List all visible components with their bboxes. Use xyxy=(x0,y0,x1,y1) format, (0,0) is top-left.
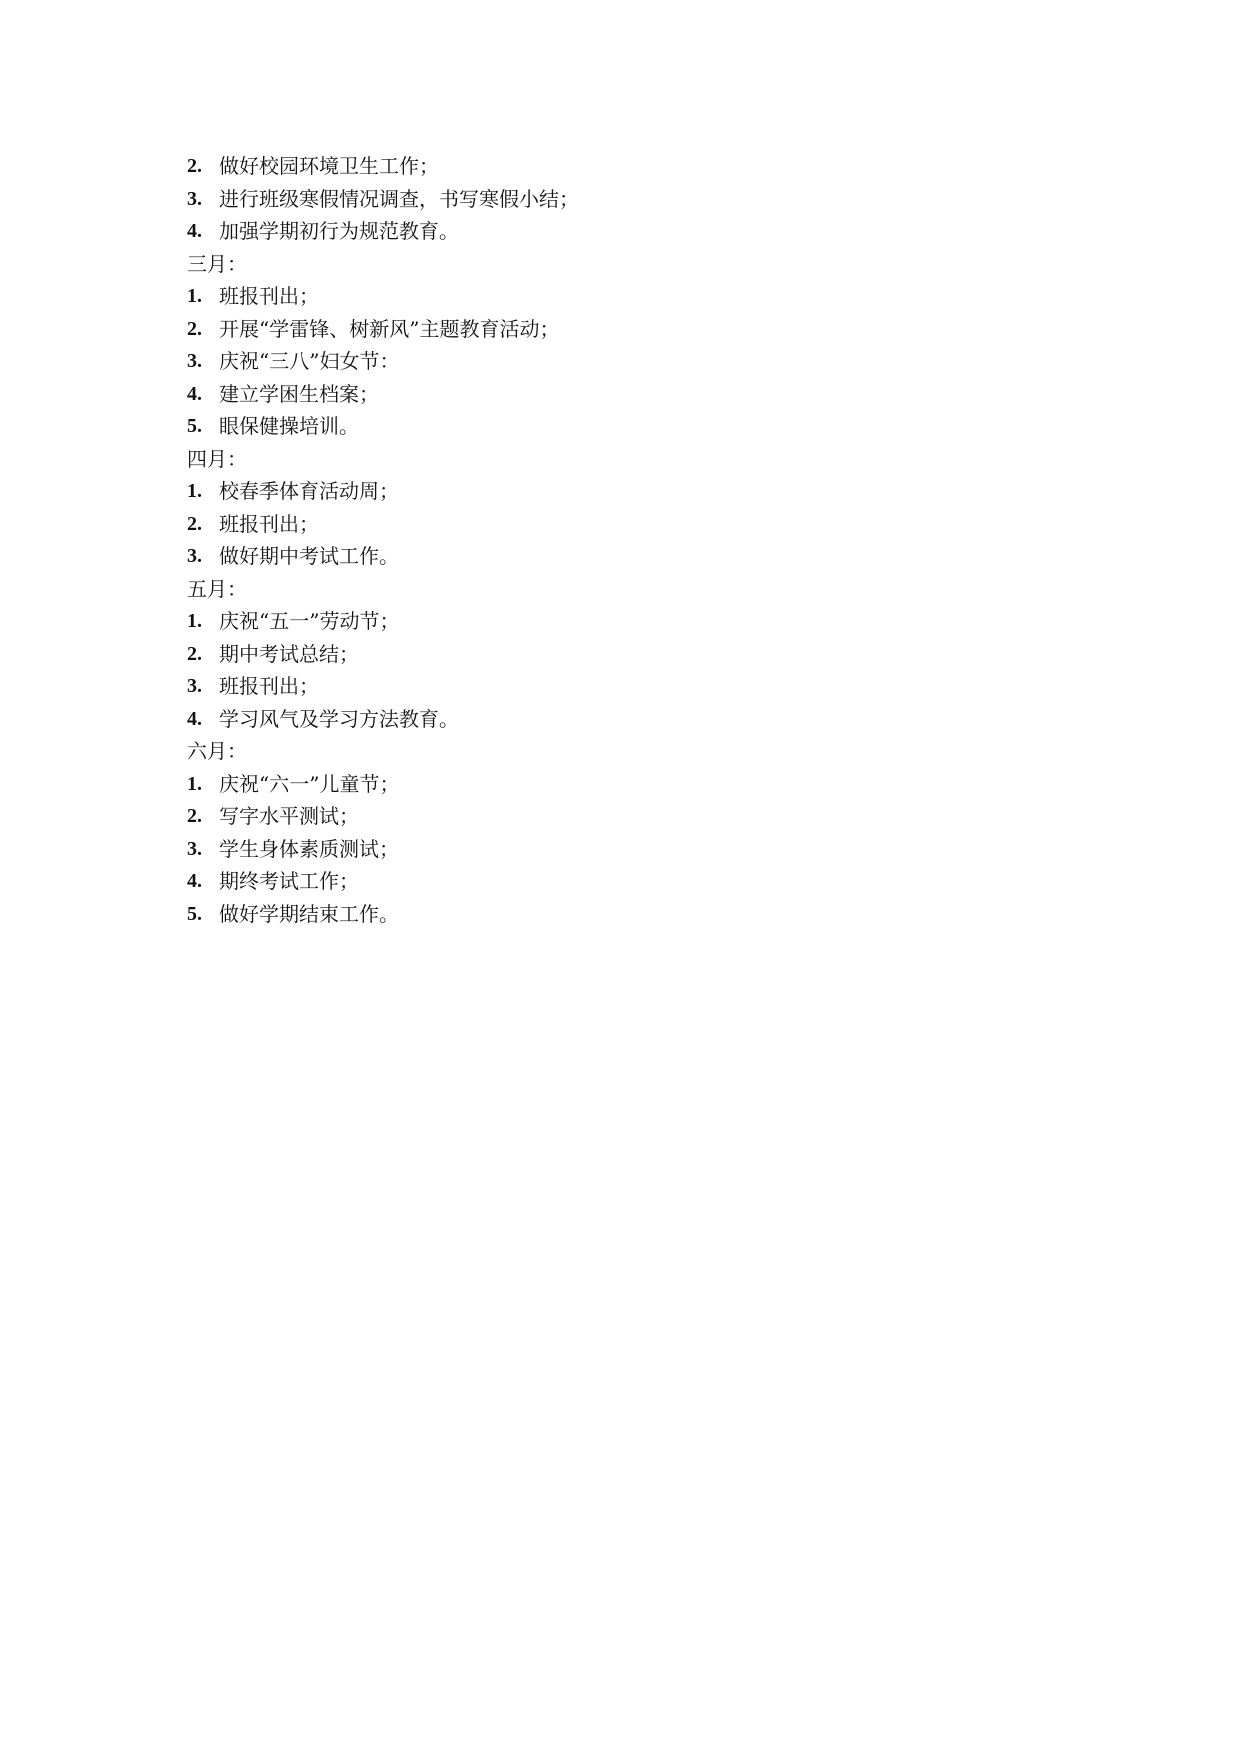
item-number: 4. xyxy=(187,870,202,892)
item-text: 班报刊出； xyxy=(219,284,319,308)
list-item xyxy=(187,345,1087,378)
item-text: 学习风气及学习方法教育。 xyxy=(219,706,459,731)
item-number: 2. xyxy=(187,155,202,177)
item-number: 1. xyxy=(187,285,202,307)
list-item xyxy=(187,183,1087,216)
item-text: 班报刊出； xyxy=(219,511,319,536)
item-text: 做好校园环境卫生工作； xyxy=(219,154,439,178)
item-number: 5. xyxy=(187,902,202,925)
item-number: 5. xyxy=(187,415,202,437)
list-item xyxy=(187,313,1087,346)
list-item xyxy=(187,898,1087,931)
item-text: 写字水平测试； xyxy=(219,804,359,828)
item-number: 3. xyxy=(187,187,202,210)
item-text: 校春季体育活动周； xyxy=(219,479,399,503)
item-text: 期终考试工作； xyxy=(219,869,359,893)
list-item xyxy=(187,475,1087,508)
month-heading: 四月： xyxy=(187,446,247,471)
item-text: 庆祝“三八”妇女节： xyxy=(219,349,400,373)
item-text: 做好期中考试工作。 xyxy=(219,544,399,568)
item-text: 期中考试总结； xyxy=(219,641,359,666)
item-text: 庆祝“五一”劳动节； xyxy=(219,609,400,633)
item-number: 4. xyxy=(187,707,202,730)
list-item xyxy=(187,670,1087,703)
item-text: 学生身体素质测试； xyxy=(219,836,399,861)
list-item xyxy=(187,410,1087,443)
list-item xyxy=(187,703,1087,736)
list-item xyxy=(187,865,1087,898)
item-text: 做好学期结束工作。 xyxy=(219,901,399,926)
item-number: 2. xyxy=(187,805,202,827)
month-heading: 三月： xyxy=(187,251,247,276)
list-item xyxy=(187,638,1087,671)
list-item xyxy=(187,540,1087,573)
item-number: 2. xyxy=(187,512,202,535)
list-item xyxy=(187,280,1087,313)
item-text: 班报刊出； xyxy=(219,674,319,698)
item-text: 进行班级寒假情况调查，书写寒假小结； xyxy=(219,186,579,211)
list-item xyxy=(187,378,1087,411)
list-item xyxy=(187,605,1087,638)
list-item xyxy=(187,150,1087,183)
list-item xyxy=(187,800,1087,833)
item-number: 1. xyxy=(187,772,202,795)
item-text: 加强学期初行为规范教育。 xyxy=(219,219,459,243)
item-number: 3. xyxy=(187,837,202,860)
document-page xyxy=(187,150,1087,930)
item-number: 2. xyxy=(187,642,202,665)
list-item xyxy=(187,833,1087,866)
item-number: 3. xyxy=(187,350,202,372)
list-item xyxy=(187,768,1087,801)
list-item xyxy=(187,215,1087,248)
item-text: 眼保健操培训。 xyxy=(219,414,359,438)
month-heading: 六月： xyxy=(187,739,247,763)
item-number: 1. xyxy=(187,610,202,632)
item-number: 2. xyxy=(187,317,202,340)
month-heading: 五月： xyxy=(187,576,247,601)
item-text: 庆祝“六一”儿童节； xyxy=(219,771,400,796)
item-number: 4. xyxy=(187,220,202,242)
item-number: 3. xyxy=(187,675,202,697)
item-text: 开展“学雷锋、树新风”主题教育活动； xyxy=(219,316,560,341)
item-text: 建立学困生档案； xyxy=(219,381,379,406)
list-item xyxy=(187,508,1087,541)
item-number: 1. xyxy=(187,480,202,502)
item-number: 3. xyxy=(187,545,202,567)
item-number: 4. xyxy=(187,382,202,405)
